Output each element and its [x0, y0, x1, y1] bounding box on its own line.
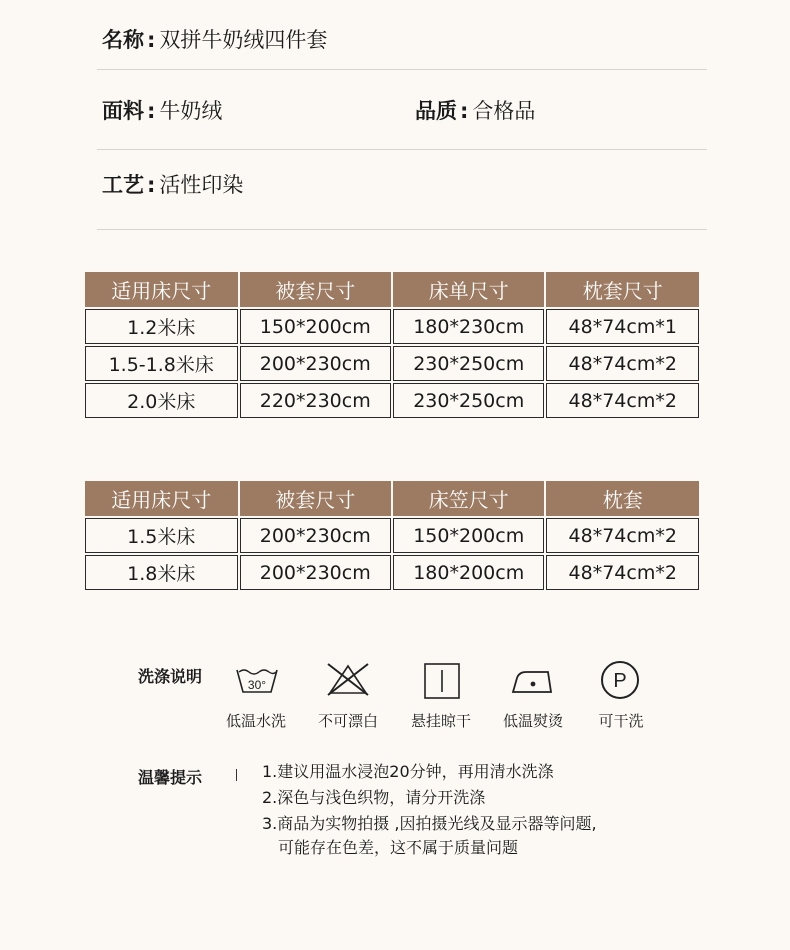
table-cell: 2.0米床 [85, 383, 238, 418]
divider [97, 149, 707, 150]
table-cell: 48*74cm*2 [546, 555, 699, 590]
product-name-value: 双拼牛奶绒四件套 [159, 28, 328, 52]
quality-label: 品质 [415, 99, 457, 123]
product-name-label: 名称 [102, 28, 144, 52]
table-cell: 48*74cm*2 [546, 383, 699, 418]
table-cell: 48*74cm*1 [546, 309, 699, 344]
quality-row [415, 97, 535, 125]
table-cell: 1.5-1.8米床 [85, 346, 238, 381]
wash-label: 可干洗 [598, 712, 644, 730]
header-duvet-size: 被套尺寸 [240, 272, 391, 307]
table-cell: 1.5米床 [85, 518, 238, 553]
table-cell: 180*200cm [393, 555, 544, 590]
header-duvet-size: 被套尺寸 [240, 481, 391, 516]
wash-label: 悬挂晾干 [410, 712, 471, 730]
colon: : [147, 173, 156, 197]
header-pillowcase-size: 枕套尺寸 [546, 272, 699, 307]
table-header-row [85, 481, 699, 516]
dry-clean-letter: P [613, 670, 627, 692]
size-table-fitted [83, 479, 701, 592]
wash-label: 低温水洗 [225, 712, 286, 730]
tip-line: 2.深色与浅色织物，请分开洗涤 [262, 788, 486, 807]
craft-value: 活性印染 [159, 173, 244, 197]
size-table-sheet [83, 270, 701, 420]
colon: : [147, 99, 156, 123]
table-cell: 48*74cm*2 [546, 346, 699, 381]
tip-line: 可能存在色差，这不属于质量问题 [278, 838, 519, 857]
table-cell: 180*230cm [393, 309, 544, 344]
divider [97, 229, 707, 230]
craft-label: 工艺 [102, 173, 144, 197]
dry-clean-icon [600, 660, 640, 700]
table-cell: 220*230cm [240, 383, 391, 418]
header-sheet-size: 床单尺寸 [393, 272, 544, 307]
fabric-value: 牛奶绒 [159, 99, 223, 123]
craft-row [102, 171, 243, 199]
wash-30-icon [235, 664, 279, 696]
colon: : [147, 28, 156, 52]
table-row [85, 383, 699, 418]
wash-label: 低温熨烫 [502, 712, 563, 730]
table-cell: 230*250cm [393, 383, 544, 418]
no-bleach-icon [326, 662, 370, 696]
colon: : [460, 99, 469, 123]
table-row [85, 309, 699, 344]
table-header-row [85, 272, 699, 307]
fabric-row [102, 97, 222, 125]
tips-divider [236, 769, 237, 781]
table-row [85, 518, 699, 553]
table-cell: 48*74cm*2 [546, 518, 699, 553]
table-cell: 200*230cm [240, 555, 391, 590]
hang-dry-icon [423, 662, 461, 700]
tip-line: 3.商品为实物拍摄 ,因拍摄光线及显示器等问题, [262, 814, 597, 833]
table-cell: 1.8米床 [85, 555, 238, 590]
header-fitted-sheet-size: 床笠尺寸 [393, 481, 544, 516]
tip-line: 1.建议用温水浸泡20分钟，再用清水洗涤 [262, 762, 554, 781]
table-row [85, 346, 699, 381]
header-pillowcase: 枕套 [546, 481, 699, 516]
header-bed-size: 适用床尺寸 [85, 272, 238, 307]
table-cell: 150*200cm [240, 309, 391, 344]
wash-label: 不可漂白 [317, 712, 378, 730]
quality-value: 合格品 [472, 99, 536, 123]
low-iron-icon [510, 666, 556, 696]
table-cell: 200*230cm [240, 518, 391, 553]
wash-temp-text: 30° [247, 678, 267, 692]
table-cell: 150*200cm [393, 518, 544, 553]
tips-title: 温馨提示 [138, 768, 203, 787]
table-cell: 1.2米床 [85, 309, 238, 344]
washing-title: 洗涤说明 [138, 667, 203, 686]
divider [97, 69, 707, 70]
table-cell: 230*250cm [393, 346, 544, 381]
fabric-label: 面料 [102, 99, 144, 123]
product-name-row [102, 26, 327, 54]
table-row [85, 555, 699, 590]
header-bed-size: 适用床尺寸 [85, 481, 238, 516]
table-cell: 200*230cm [240, 346, 391, 381]
